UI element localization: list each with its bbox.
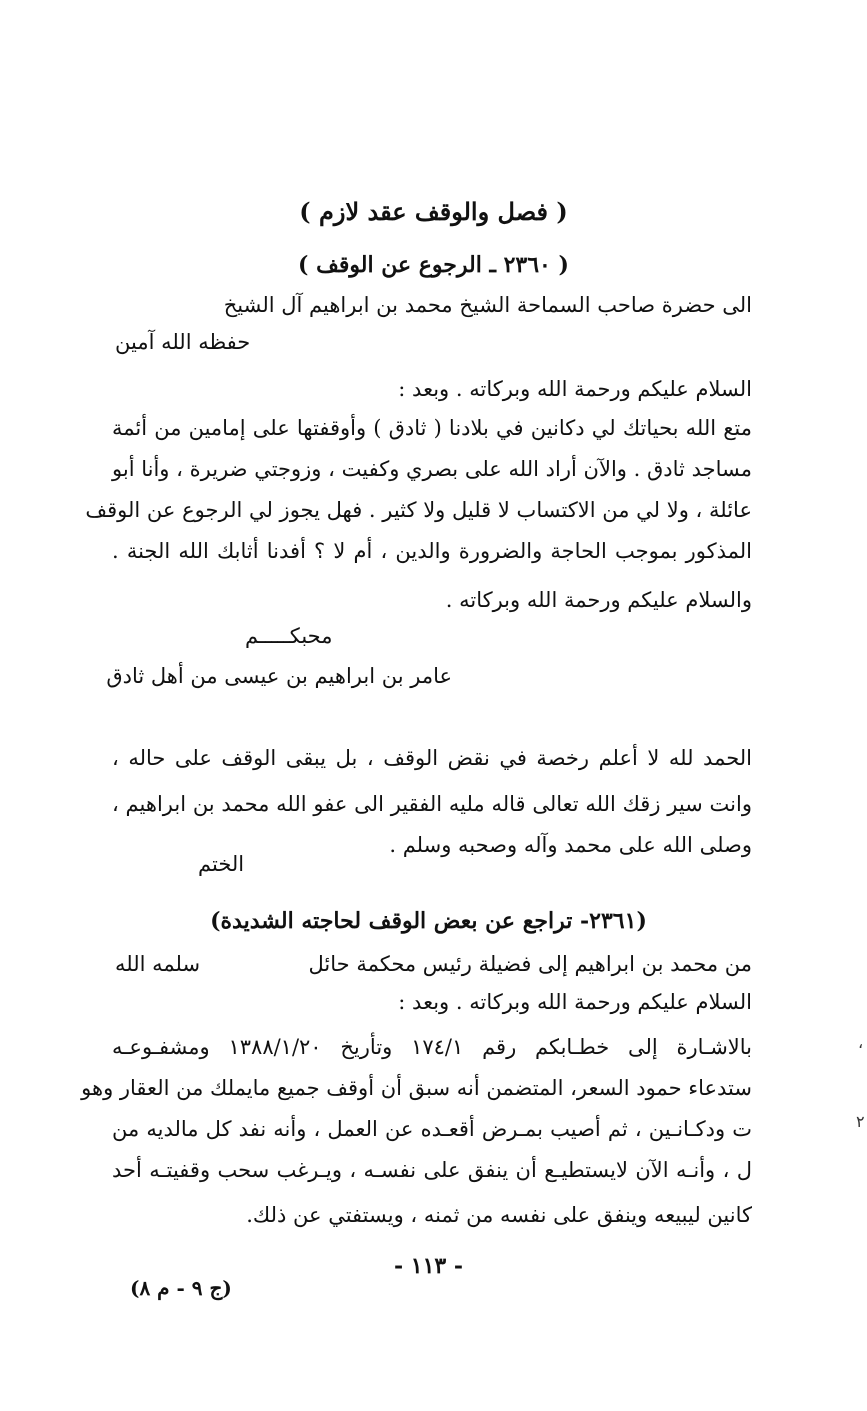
fatwa-1-sender: عامر بن ابراهيم بن عيسى من أهل ثادق xyxy=(106,664,452,688)
fatwa-1-greeting: السلام عليكم ورحمة الله وبركاته . وبعد : xyxy=(398,377,752,401)
fatwa-2-blessing: سلمه الله xyxy=(115,952,201,976)
fatwa-2-body-line: بالاشـارة إلى خطـابكم رقم ١٧٤/١ وتأريخ ١٣٨٨/١/٢٠ ومشفـوعـه xyxy=(112,1035,753,1059)
signature-mark: (ج ٩ - م ٨) xyxy=(130,1276,232,1300)
page-number: - ١١٣ - xyxy=(393,1253,464,1279)
fatwa-1-signoff: محبكـــــم xyxy=(245,624,333,648)
fatwa-2-body-line: كانين ليبيعه وينفق على نفسه من ثمنه ، ويستفتي عن ذلك. xyxy=(246,1203,752,1227)
fatwa-2-greeting: السلام عليكم ورحمة الله وبركاته . وبعد : xyxy=(398,990,752,1014)
fatwa-2-title: (٢٣٦١- تراجع عن بعض الوقف لحاجته الشديدة) xyxy=(210,908,647,934)
fatwa-1-body-line: والسلام عليكم ورحمة الله وبركاته . xyxy=(445,588,752,612)
fatwa-1-answer-line: وصلى الله على محمد وآله وصحبه وسلم . xyxy=(389,833,752,857)
fatwa-2-body-line: ل ، وأنـه الآن لايستطيـع أن ينفق على نفسـه ، ويـرغب سحب وقفيتـه أحد xyxy=(112,1158,752,1182)
fatwa-1-answer-line: وانت سير زقك الله تعالى قاله مليه الفقير الى عفو الله محمد بن ابراهيم ، xyxy=(112,792,752,816)
fatwa-1-answer-line: الحمد لله لا أعلم رخصة في نقض الوقف ، بل يبقى الوقف على حاله ، xyxy=(112,746,752,770)
fatwa-1-body-line: عائلة ، ولا لي من الاكتساب لا قليل ولا كثير . فهل يجوز لي الرجوع عن الوقف xyxy=(85,498,752,522)
fatwa-1-body-line: مساجد ثادق . والآن أراد الله على بصري وكفيت ، وزوجتي ضريرة ، وأنا أبو xyxy=(112,457,752,481)
fatwa-1-seal: الختم xyxy=(198,852,245,876)
margin-mark: ٢ xyxy=(856,1112,865,1131)
fatwa-1-addressee: الى حضرة صاحب السماحة الشيخ محمد بن ابراهيم آل الشيخ xyxy=(223,293,752,317)
fatwa-1-body-line: المذكور بموجب الحاجة والضرورة والدين ، أم لا ؟ أفدنا أثابك الله الجنة . xyxy=(112,539,752,563)
fatwa-1-body-line: متع الله بحياتك لي دكانين في بلادنا ( ثادق ) وأوقفتها على إمامين من أئمة xyxy=(112,416,752,440)
fatwa-2-body-line: ستدعاء حمود السعر، المتضمن أنه سبق أن أوقف جميع مايملك من العقار وهو xyxy=(81,1076,752,1100)
fatwa-2-addressee: من محمد بن ابراهيم إلى فضيلة رئيس محكمة حائل xyxy=(308,952,752,976)
fatwa-2-body-line: ت ودكـانـين ، ثم أصيب بمـرض أقعـده عن العمل ، وأنه نفد كل مالديه من xyxy=(112,1117,752,1141)
section-heading: ( فصل والوقف عقد لازم ) xyxy=(299,197,568,226)
fatwa-1-blessing: حفظه الله آمين xyxy=(115,330,251,354)
margin-mark: ، xyxy=(858,1033,864,1052)
fatwa-1-title: ( ٢٣٦٠ ـ الرجوع عن الوقف ) xyxy=(298,252,569,278)
